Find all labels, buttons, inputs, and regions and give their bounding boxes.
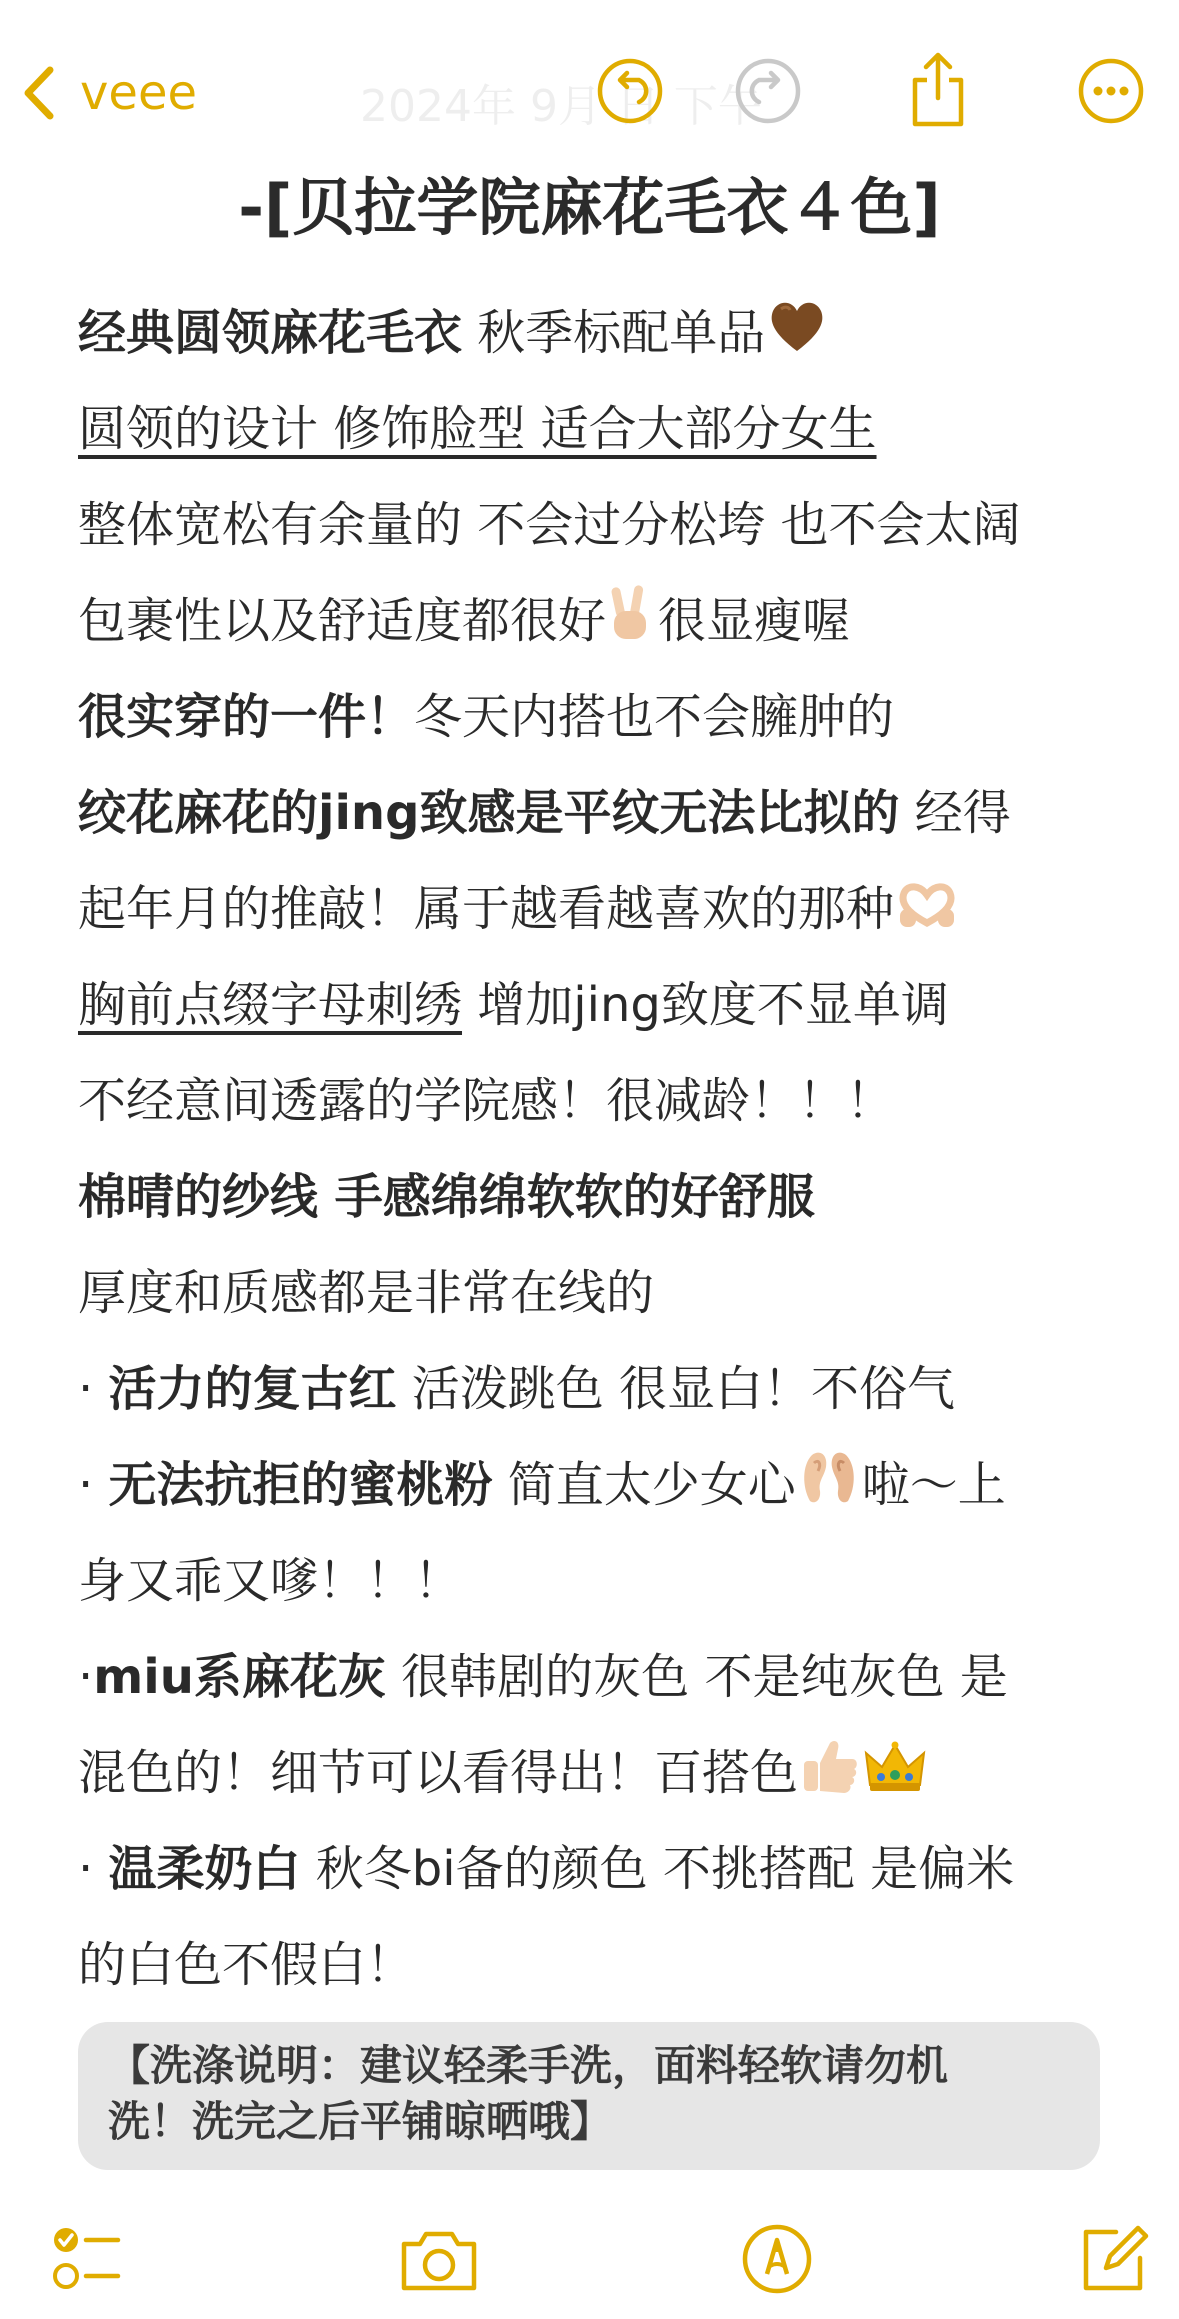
brown-heart-icon (767, 297, 827, 355)
bullet: · (78, 1841, 109, 1897)
note-line (78, 765, 1118, 861)
text-span: 很显瘦喔 (658, 593, 851, 649)
markup-pen-icon[interactable] (740, 2222, 814, 2296)
bold-text: 棉晴的纱线 手感绵绵软软的好舒服 (78, 1169, 815, 1225)
text-span: 简直太少女心 (492, 1457, 796, 1513)
thumbs-up-icon (800, 1737, 860, 1795)
note-line (78, 1053, 1118, 1149)
note-title[interactable]: -[贝拉学院麻花毛衣４色] (238, 171, 941, 244)
note-line (78, 669, 1118, 765)
callout-line: 洗！洗完之后平铺晾晒哦】 (108, 2097, 613, 2146)
undo-icon[interactable] (595, 56, 665, 126)
note-body[interactable] (78, 285, 1118, 2013)
bold-text: 活力的复古红 (108, 1361, 397, 1417)
victory-hand-icon (608, 583, 656, 643)
text-span: 不经意间透露的学院感！很减龄！！！ (78, 1073, 895, 1129)
note-line (78, 1533, 1118, 1629)
bottom-toolbar (0, 2200, 1179, 2319)
note-line (78, 381, 1118, 477)
note-line (78, 957, 1118, 1053)
washing-instructions-block[interactable] (78, 2022, 1100, 2170)
note-line (78, 285, 1118, 381)
note-line (78, 573, 1118, 669)
camera-icon[interactable] (398, 2222, 480, 2296)
note-line (78, 1917, 1118, 2013)
bullet: · (78, 1457, 109, 1513)
text-span: 整体宽松有余量的 不会过分松垮 也不会太阔 (78, 497, 1021, 553)
checklist-icon[interactable] (48, 2222, 122, 2296)
note-line (78, 477, 1118, 573)
text-span: 秋季标配单品 (462, 305, 766, 361)
text-span: 增加jing致度不显单调 (462, 977, 949, 1033)
bullet: · (78, 1361, 109, 1417)
text-span: 身又乖又嗲！！！ (78, 1553, 463, 1609)
bold-text: 很实穿的一件！ (78, 689, 415, 745)
bullet: · (78, 1649, 94, 1705)
chevron-left-icon (22, 64, 56, 122)
bold-text: 温柔奶白 (108, 1841, 301, 1897)
back-button[interactable] (22, 58, 197, 128)
faded-date: 2024年 9月 日 下午 (360, 81, 762, 132)
heart-hands-icon (896, 879, 958, 931)
note-line (78, 861, 1118, 957)
crown-icon (864, 1741, 926, 1795)
text-span: 起年月的推敲！属于越看越喜欢的那种 (78, 881, 895, 937)
callout-line: 【洗涤说明：建议轻柔手洗，面料轻软请勿机 (108, 2041, 949, 2090)
text-span: 秋冬bi备的颜色 不挑搭配 是偏米 (300, 1841, 1015, 1897)
compose-icon[interactable] (1076, 2222, 1150, 2296)
bold-text: 经典圆领麻花毛衣 (78, 305, 463, 361)
note-line (78, 1821, 1118, 1917)
text-span: 啦～上 (861, 1457, 1006, 1513)
ears-icon (798, 1447, 860, 1507)
back-label: veee (80, 65, 197, 121)
bold-text: 绞花麻花的jing致感是平纹无法比拟的 (78, 785, 900, 841)
note-line (78, 1725, 1118, 1821)
text-span: 的白色不假白！ (78, 1937, 415, 1993)
note-line (78, 1629, 1118, 1725)
text-span: 冬天内搭也不会臃肿的 (414, 689, 895, 745)
share-icon[interactable] (905, 50, 971, 130)
more-icon[interactable] (1076, 56, 1146, 126)
text-span: 很韩剧的灰色 不是纯灰色 是 (385, 1649, 1008, 1705)
text-span: 混色的！细节可以看得出！百搭色 (78, 1745, 799, 1801)
text-span: 包裹性以及舒适度都很好 (78, 593, 607, 649)
bold-text: 无法抗拒的蜜桃粉 (108, 1457, 493, 1513)
text-span: 经得 (899, 785, 1011, 841)
note-line (78, 1341, 1118, 1437)
underlined-text: 胸前点缀字母刺绣 (78, 977, 463, 1033)
redo-icon[interactable] (733, 56, 803, 126)
note-line (78, 1149, 1118, 1245)
text-span: 厚度和质感都是非常在线的 (78, 1265, 655, 1321)
text-span: 活泼跳色 很显白！不俗气 (396, 1361, 956, 1417)
note-line (78, 1437, 1118, 1533)
note-line (78, 1245, 1118, 1341)
bold-text: miu系麻花灰 (93, 1649, 386, 1705)
underlined-text: 圆领的设计 修饰脸型 适合大部分女生 (78, 401, 877, 457)
